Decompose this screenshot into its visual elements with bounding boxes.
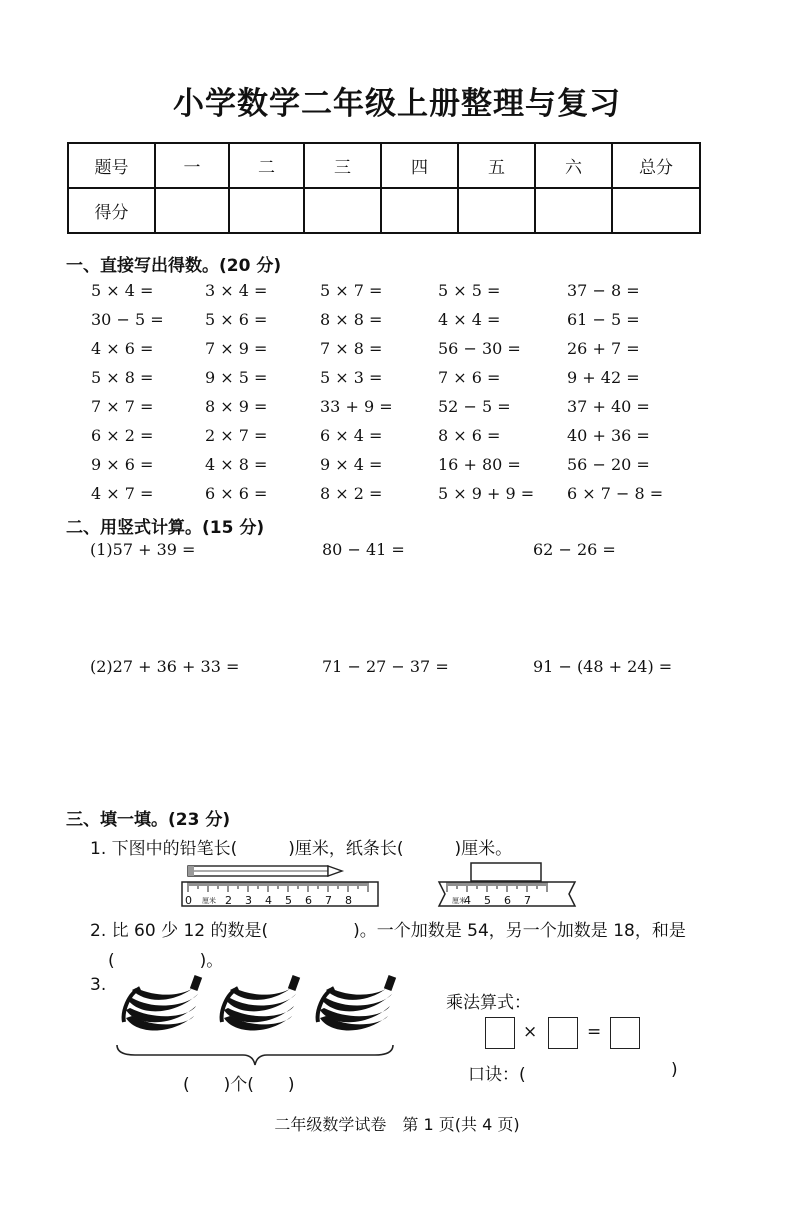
question-3-number: 3.	[90, 975, 107, 995]
vertical-calc-problem: 80 − 41 =	[322, 540, 405, 559]
koujue-label: 口诀：(	[468, 1065, 526, 1085]
page-title: 小学数学二年级上册整理与复习	[173, 86, 621, 122]
vertical-calc-problem: (1)57 + 39 =	[90, 540, 196, 559]
answer-box[interactable]	[485, 1017, 515, 1049]
ruler-tick-label: 4	[265, 894, 272, 907]
koujue-close: )	[671, 1060, 678, 1080]
ruler-tick-label: 7	[524, 894, 531, 907]
score-header-cell: 五	[458, 143, 535, 188]
answer-box[interactable]	[610, 1017, 640, 1049]
paper-strip-icon	[471, 863, 541, 881]
question-2-line1: 2. 比 60 少 12 的数是( )。一个加数是 54，另一个加数是 18，和是	[90, 921, 686, 941]
mental-math-problem: 3 × 4 =	[205, 281, 268, 300]
ruler-tick-label: 3	[245, 894, 252, 907]
mental-math-problem: 56 − 20 =	[567, 455, 650, 474]
score-header-cell: 六	[535, 143, 612, 188]
score-row-label: 得分	[68, 188, 155, 233]
score-table	[67, 142, 701, 234]
mental-math-problem: 5 × 6 =	[205, 310, 268, 329]
mental-math-problem: 6 × 6 =	[205, 484, 268, 503]
score-cell[interactable]	[458, 188, 535, 233]
mental-math-problem: 8 × 9 =	[205, 397, 268, 416]
mental-math-problem: 7 × 6 =	[438, 368, 501, 387]
ruler-unit-label: 厘米	[452, 897, 466, 905]
banana-bunch-icon	[124, 975, 203, 1030]
mental-math-problem: 2 × 7 =	[205, 426, 268, 445]
mental-math-problem: 5 × 5 =	[438, 281, 501, 300]
score-cell[interactable]	[304, 188, 381, 233]
mental-math-problem: 9 × 5 =	[205, 368, 268, 387]
score-header-cell: 四	[381, 143, 458, 188]
mental-math-problem: 5 × 7 =	[320, 281, 383, 300]
banana-bunch-icon	[318, 975, 397, 1030]
section1-heading: 一、直接写出得数。(20 分)	[66, 256, 282, 276]
banana-bunch-icon	[222, 975, 301, 1030]
score-header-cell: 三	[304, 143, 381, 188]
multiplication-label: 乘法算式：	[446, 993, 531, 1013]
mental-math-problem: 7 × 8 =	[320, 339, 383, 358]
mental-math-problem: 4 × 7 =	[91, 484, 154, 503]
mental-math-problem: 40 + 36 =	[567, 426, 650, 445]
bracket-answer-text: ( )个( )	[183, 1075, 295, 1095]
banana-bunches	[112, 970, 402, 1045]
score-value-row	[68, 188, 700, 233]
mental-math-problem: 5 × 9 + 9 =	[438, 484, 535, 503]
ruler-tick-label: 7	[325, 894, 332, 907]
mental-math-problem: 16 + 80 =	[438, 455, 521, 474]
mental-math-problem: 5 × 3 =	[320, 368, 383, 387]
mental-math-problem: 56 − 30 =	[438, 339, 521, 358]
mental-math-problem: 52 − 5 =	[438, 397, 511, 416]
ruler-tick-label: 6	[305, 894, 312, 907]
vertical-calc-problem: 71 − 27 − 37 =	[322, 657, 449, 676]
paper-strip-ruler-figure	[435, 860, 580, 910]
ruler-tick-label: 4	[464, 894, 471, 907]
ruler-tick-label: 8	[345, 894, 352, 907]
times-sign: ×	[523, 1022, 538, 1042]
score-header-cell: 一	[155, 143, 229, 188]
mental-math-problem: 9 × 4 =	[320, 455, 383, 474]
section2-heading: 二、用竖式计算。(15 分)	[66, 518, 265, 538]
score-header-cell: 二	[229, 143, 304, 188]
question-1: 1. 下图中的铅笔长( )厘米，纸条长( )厘米。	[90, 839, 513, 859]
score-header-cell: 总分	[612, 143, 700, 188]
ruler-tick-label: 5	[484, 894, 491, 907]
question-2-line2: ( )。	[108, 951, 224, 971]
mental-math-problem: 61 − 5 =	[567, 310, 640, 329]
score-cell[interactable]	[612, 188, 700, 233]
score-cell[interactable]	[229, 188, 304, 233]
mental-math-problem: 6 × 2 =	[91, 426, 154, 445]
mental-math-problem: 26 + 7 =	[567, 339, 640, 358]
ruler-unit-label: 厘米	[202, 897, 216, 905]
section3-heading: 三、填一填。(23 分)	[66, 810, 231, 830]
mental-math-problem: 6 × 7 − 8 =	[567, 484, 664, 503]
mental-math-problem: 33 + 9 =	[320, 397, 393, 416]
mental-math-problem: 4 × 6 =	[91, 339, 154, 358]
mental-math-problem: 37 + 40 =	[567, 397, 650, 416]
ruler-tick-label: 0	[185, 894, 192, 907]
mental-math-problem: 5 × 8 =	[91, 368, 154, 387]
score-cell[interactable]	[535, 188, 612, 233]
score-cell[interactable]	[381, 188, 458, 233]
ruler-tick-label: 2	[225, 894, 232, 907]
mental-math-problem: 6 × 4 =	[320, 426, 383, 445]
mental-math-problem: 4 × 8 =	[205, 455, 268, 474]
mental-math-problem: 8 × 2 =	[320, 484, 383, 503]
mental-math-problem: 8 × 8 =	[320, 310, 383, 329]
mental-math-problem: 8 × 6 =	[438, 426, 501, 445]
score-header-cell: 题号	[68, 143, 155, 188]
vertical-calc-problem: 62 − 26 =	[533, 540, 616, 559]
ruler-tick-label: 5	[285, 894, 292, 907]
pencil-ruler-figure	[180, 860, 380, 910]
curly-brace	[115, 1043, 395, 1069]
mental-math-problem: 4 × 4 =	[438, 310, 501, 329]
equals-sign: =	[587, 1022, 602, 1042]
page-footer: 二年级数学试卷 第 1 页(共 4 页)	[274, 1115, 520, 1134]
mental-math-problem: 7 × 7 =	[91, 397, 154, 416]
mental-math-problem: 9 × 6 =	[91, 455, 154, 474]
mental-math-problem: 37 − 8 =	[567, 281, 640, 300]
vertical-calc-problem: 91 − (48 + 24) =	[533, 657, 673, 676]
mental-math-problem: 7 × 9 =	[205, 339, 268, 358]
vertical-calc-problem: (2)27 + 36 + 33 =	[90, 657, 240, 676]
mental-math-problem: 9 + 42 =	[567, 368, 640, 387]
score-cell[interactable]	[155, 188, 229, 233]
pencil-icon	[188, 866, 342, 876]
score-header-row	[68, 143, 700, 188]
mental-math-problem: 30 − 5 =	[91, 310, 164, 329]
ruler-tick-label: 6	[504, 894, 511, 907]
mental-math-problem: 5 × 4 =	[91, 281, 154, 300]
answer-box[interactable]	[548, 1017, 578, 1049]
